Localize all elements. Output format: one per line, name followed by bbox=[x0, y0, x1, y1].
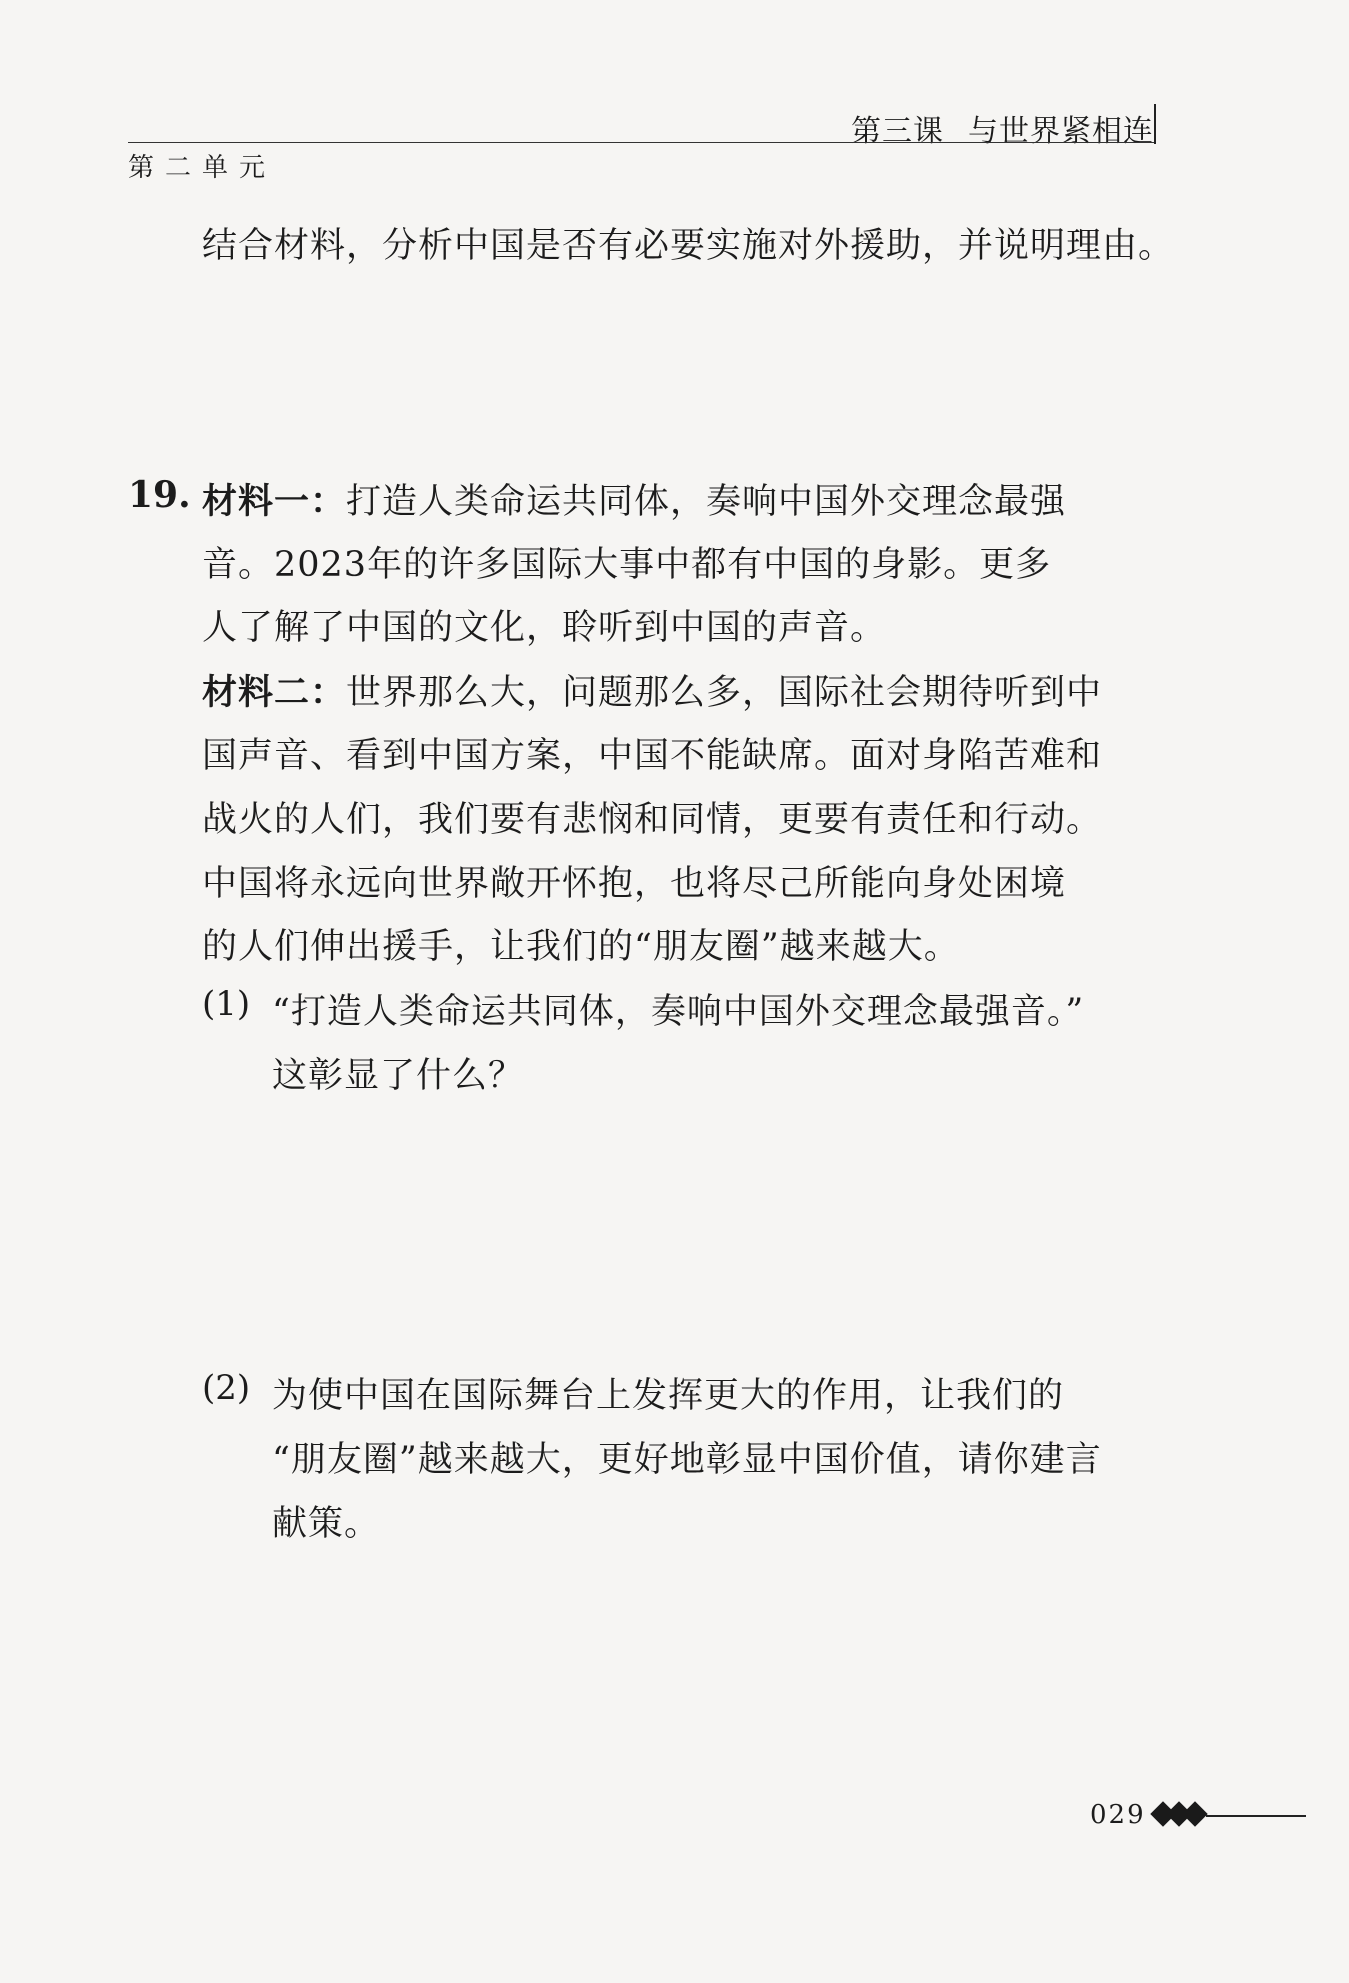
sub-question-2-line: 为使中国在国际舞台上发挥更大的作用，让我们的 bbox=[272, 1376, 1065, 1416]
material2-line bbox=[202, 665, 1102, 715]
material1-line: 人了解了中国的文化，聆听到中国的声音。 bbox=[202, 608, 887, 648]
question-number: 19. bbox=[128, 474, 191, 516]
lesson-title: 与世界紧相连 bbox=[968, 114, 1154, 149]
footer-rule bbox=[1206, 1815, 1306, 1817]
header-rule bbox=[128, 142, 1154, 143]
material1-line: 音。2023年的许多国际大事中都有中国的身影。更多 bbox=[202, 545, 1052, 585]
material2-line: 战火的人们，我们要有悲悯和同情，更要有责任和行动。 bbox=[202, 800, 1103, 840]
sub-question-1-line: 这彰显了什么？ bbox=[272, 1056, 525, 1096]
material2-line: 中国将永远向世界敞开怀抱，也将尽己所能向身处困境 bbox=[202, 864, 1067, 904]
material2-line: 的人们伸出援手，让我们的“朋友圈”越来越大。 bbox=[202, 927, 960, 967]
material1-label: 材料一： bbox=[202, 482, 347, 522]
sub-question-2-line: 献策。 bbox=[272, 1504, 381, 1544]
sub-question-1-line: “打造人类命运共同体，奏响中国外交理念最强音。” bbox=[272, 992, 1085, 1032]
unit-label: 第二单元 bbox=[128, 153, 277, 183]
material1-line bbox=[202, 474, 1066, 524]
material1-text: 打造人类命运共同体，奏响中国外交理念最强 bbox=[346, 482, 1067, 522]
sub-question-1-number: (1) bbox=[202, 984, 251, 1024]
diamond-icon bbox=[1182, 1801, 1207, 1826]
material2-line: 国声音、看到中国方案，中国不能缺席。面对身陷苦难和 bbox=[202, 736, 1103, 776]
header-divider-bar bbox=[1154, 104, 1156, 144]
material2-text: 世界那么大，问题那么多，国际社会期待听到中 bbox=[346, 673, 1103, 713]
lesson-number: 第三课 bbox=[851, 114, 944, 149]
material2-label: 材料二： bbox=[202, 673, 347, 713]
sub-question-2-number: (2) bbox=[202, 1368, 251, 1408]
sub-question-2-line: “朋友圈”越来越大，更好地彰显中国价值，请你建言 bbox=[272, 1440, 1102, 1480]
running-header bbox=[851, 106, 1154, 150]
prev-question-prompt: 结合材料，分析中国是否有必要实施对外援助，并说明理由。 bbox=[202, 226, 1175, 266]
page-number: 029 bbox=[1090, 1800, 1146, 1830]
